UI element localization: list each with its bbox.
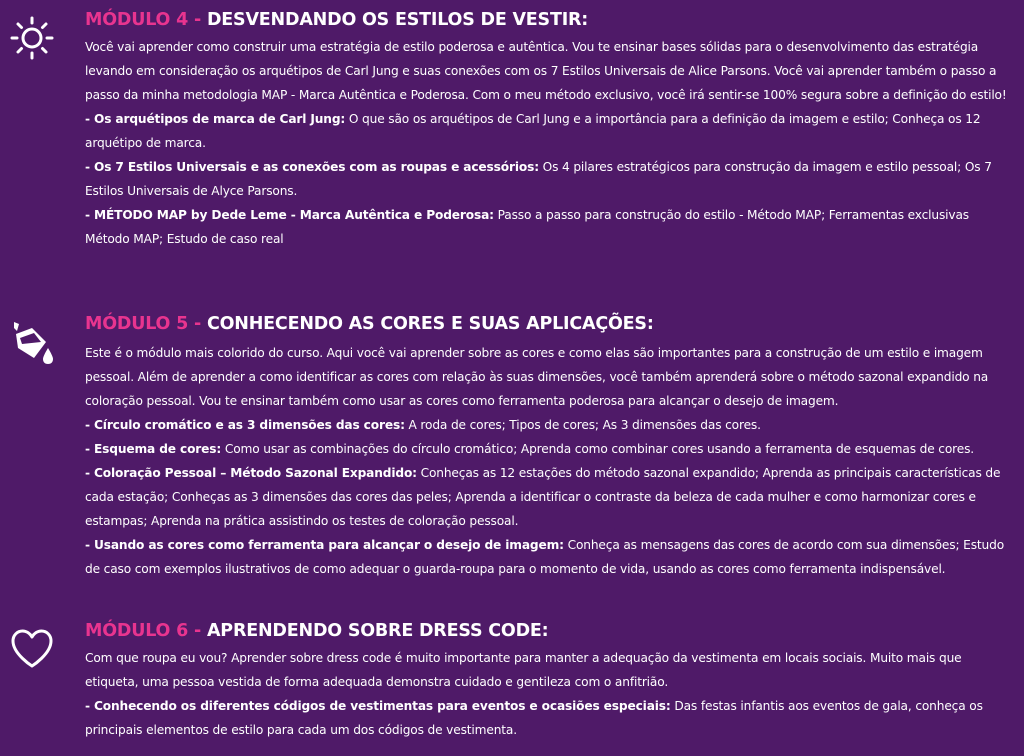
topic-title: - Usando as cores como ferramenta para alcançar o desejo de imagem: bbox=[85, 538, 564, 552]
topic-title: - Esquema de cores: bbox=[85, 442, 222, 456]
module-number: MÓDULO 4 - bbox=[85, 10, 202, 30]
module-number: MÓDULO 5 - bbox=[85, 314, 202, 334]
module-title bbox=[85, 620, 548, 642]
module-heading: APRENDENDO SOBRE DRESS CODE: bbox=[206, 621, 549, 641]
topic-title: - Círculo cromático e as 3 dimensões das cores: bbox=[85, 418, 405, 432]
module-body bbox=[85, 646, 1017, 742]
module-title bbox=[85, 9, 588, 31]
module-intro: Você vai aprender como construir uma estratégia de estilo poderosa e autêntica. Vou te ensinar bases sólidas para o desenvolvimento das estratégia levando em consideração os arquétipos de Carl Jung e suas conexões com os 7 Estilos Universais de Alice Parsons. Você vai aprender também o passo a passo da minha metodologia MAP - Marca Autêntica e Poderosa. Com o meu método exclusivo, você irá sentir-se 100% segura sobre a definição do estilo! bbox=[85, 40, 1007, 102]
module-title bbox=[85, 313, 654, 335]
topic-title: - Coloração Pessoal – Método Sazonal Expandido: bbox=[85, 466, 417, 480]
topic-item bbox=[85, 437, 1017, 461]
topic-text: O que são os arquétipos de Carl Jung e a importância para a definição da imagem e estilo; Conheça os 12 arquétipo de marca. bbox=[85, 112, 981, 150]
module-body bbox=[85, 341, 1017, 581]
topic-item bbox=[85, 694, 1017, 742]
module-heading: CONHECENDO AS CORES E SUAS APLICAÇÕES: bbox=[206, 314, 654, 334]
topic-title: - Os 7 Estilos Universais e as conexões com as roupas e acessórios: bbox=[85, 160, 539, 174]
topic-item bbox=[85, 461, 1017, 533]
module-heading: DESVENDANDO OS ESTILOS DE VESTIR: bbox=[206, 10, 589, 30]
topic-text: Conheça as mensagens das cores de acordo com sua dimensões; Estudo de caso com exemplos ilustrativos de como adequar o guarda-roupa para o momento de vida, usando as cores como ferramenta indispensável. bbox=[85, 538, 1005, 576]
topic-title: - Os arquétipos de marca de Carl Jung: bbox=[85, 112, 346, 126]
topic-text: Como usar as combinações do círculo cromático; Aprenda como combinar cores usando a ferramenta de esquemas de cores. bbox=[221, 442, 975, 456]
paint-bucket-icon bbox=[8, 318, 56, 366]
topic-item bbox=[85, 533, 1017, 581]
topic-text: Conheças as 12 estações do método sazonal expandido; Aprenda as principais características de cada estação; Conheças as 3 dimensões das cores das peles; Aprenda a identificar o contraste da beleza de cada mulher e como harmonizar cores e estampas; Aprenda na prática assistindo os testes de coloração pessoal. bbox=[85, 466, 1001, 528]
topic-item bbox=[85, 413, 1017, 437]
module-body bbox=[85, 35, 1017, 251]
topic-text: A roda de cores; Tipos de cores; As 3 dimensões das cores. bbox=[404, 418, 761, 432]
topic-text: Das festas infantis aos eventos de gala, conheça os principais elementos de estilo para cada um dos códigos de vestimenta. bbox=[85, 699, 983, 737]
topic-item bbox=[85, 107, 1017, 155]
topic-title: - MÉTODO MAP by Dede Leme - Marca Autêntica e Poderosa: bbox=[85, 208, 494, 222]
module-intro: Este é o módulo mais colorido do curso. Aqui você vai aprender sobre as cores e como elas são importantes para a construção de um estilo e imagem pessoal. Além de aprender a como identificar as cores com relação às suas dimensões, você também aprenderá sobre o método sazonal expandido na coloração pessoal. Vou te ensinar também como usar as cores como ferramenta poderosa para alcançar o desejo de imagem. bbox=[85, 346, 989, 408]
module-intro: Com que roupa eu vou? Aprender sobre dress code é muito importante para manter a adequação da vestimenta em locais sociais. Muito mais que etiqueta, uma pessoa vestida de forma adequada demonstra cuidado e gentileza com o anfitrião. bbox=[85, 651, 962, 689]
module-number: MÓDULO 6 - bbox=[85, 621, 202, 641]
topic-text: Passo a passo para construção do estilo - Método MAP; Ferramentas exclusivas Método MAP; Estudo de caso real bbox=[85, 208, 969, 246]
heart-icon bbox=[8, 624, 56, 672]
topic-text: Os 4 pilares estratégicos para construção da imagem e estilo pessoal; Os 7 Estilos Universais de Alyce Parsons. bbox=[85, 160, 992, 198]
topic-title: - Conhecendo os diferentes códigos de vestimentas para eventos e ocasiões especiais: bbox=[85, 699, 671, 713]
sun-icon bbox=[8, 14, 56, 62]
topic-item bbox=[85, 155, 1017, 203]
topic-item bbox=[85, 203, 1017, 251]
